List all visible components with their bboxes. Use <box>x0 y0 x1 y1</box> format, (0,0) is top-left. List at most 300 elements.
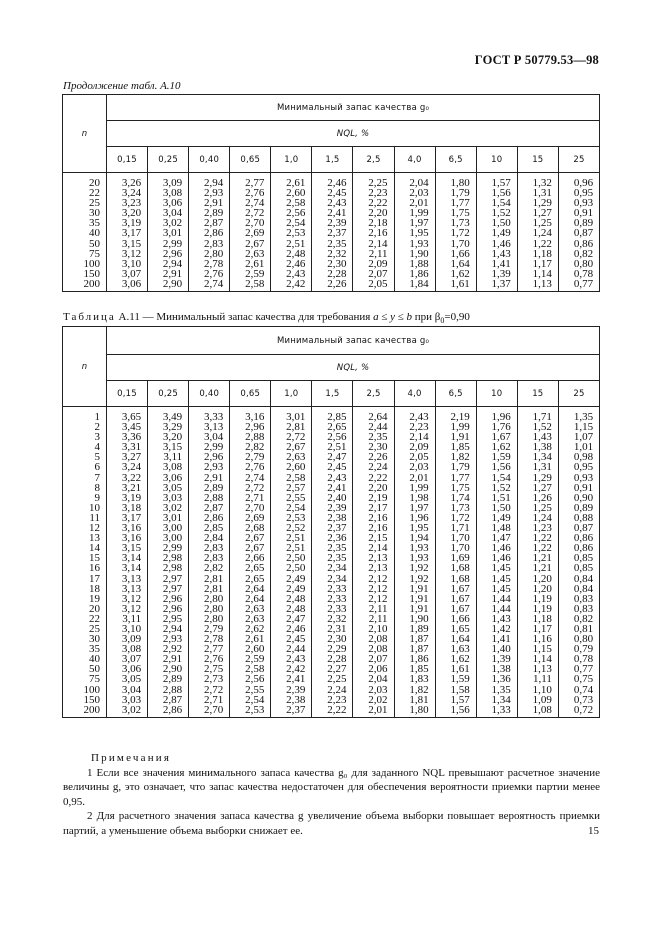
cell-value: 2,72 <box>286 431 306 444</box>
cell-value: 2,13 <box>368 562 388 575</box>
cell-value: 0,89 <box>573 217 594 230</box>
cell-value: 2,83 <box>203 237 224 250</box>
cell-value: 2,39 <box>327 217 347 230</box>
cell-value: 2,78 <box>203 257 224 270</box>
value-column <box>189 407 230 718</box>
cell-value: 0,98 <box>573 451 594 464</box>
cell-value: 1,41 <box>491 633 511 646</box>
cell-value: 2,85 <box>203 522 224 535</box>
cell-value: 3,20 <box>162 431 183 444</box>
value-column <box>394 173 435 292</box>
cell-value: 0,85 <box>573 562 594 575</box>
cell-value: 3,65 <box>121 411 142 423</box>
cell-value: 1,08 <box>532 703 552 716</box>
cell-value: 1,81 <box>409 693 429 706</box>
cell-value: 1,62 <box>450 267 470 280</box>
cell-value: 2,53 <box>286 511 306 524</box>
cell-value: 2,77 <box>203 643 224 656</box>
n-value: 18 <box>89 582 100 595</box>
cell-value: 2,80 <box>203 602 224 615</box>
cell-value: 1,49 <box>491 227 511 240</box>
cell-value: 3,19 <box>121 491 142 504</box>
cell-value: 0,96 <box>573 177 594 189</box>
cell-value: 1,45 <box>491 562 511 575</box>
cell-value: 2,11 <box>368 602 388 615</box>
cell-value: 1,33 <box>491 703 511 716</box>
cell-value: 1,93 <box>409 552 429 565</box>
nql-column-header: 0,65 <box>230 147 271 173</box>
cell-value: 2,70 <box>245 217 265 230</box>
cell-value: 1,56 <box>491 461 511 474</box>
cell-value: 1,46 <box>491 542 511 555</box>
cell-value: 2,35 <box>368 431 388 444</box>
cell-value: 2,87 <box>203 217 224 230</box>
cell-value: 3,05 <box>121 673 142 686</box>
nql-column-header: 0,25 <box>148 381 189 407</box>
cell-value: 2,50 <box>286 562 306 575</box>
cell-value: 2,23 <box>409 421 429 434</box>
cell-value: 1,63 <box>450 643 470 656</box>
cell-value: 2,76 <box>203 653 224 666</box>
cell-value: 1,14 <box>532 653 552 666</box>
n-value: 20 <box>89 177 100 189</box>
cell-value: 2,71 <box>203 693 224 706</box>
cell-value: 2,98 <box>162 552 183 565</box>
cell-value: 1,17 <box>532 622 552 635</box>
cell-value: 1,67 <box>450 602 470 615</box>
cell-value: 2,14 <box>409 431 429 444</box>
cell-value: 3,12 <box>121 592 142 605</box>
cell-value: 3,22 <box>121 471 142 484</box>
cell-value: 2,83 <box>203 552 224 565</box>
cell-value: 2,42 <box>286 277 306 290</box>
cell-value: 1,95 <box>409 522 429 535</box>
cell-value: 2,15 <box>368 532 388 545</box>
cell-value: 2,11 <box>368 247 388 260</box>
nql-column-header: 2,5 <box>353 381 394 407</box>
page-number: 15 <box>588 825 599 837</box>
cell-value: 1,17 <box>532 257 552 270</box>
cell-value: 1,11 <box>533 673 552 686</box>
n-value: 1 <box>94 411 100 423</box>
nql-column-header: 15 <box>517 381 558 407</box>
nql-column-header: 0,15 <box>107 381 148 407</box>
cell-value: 2,96 <box>162 592 183 605</box>
cell-value: 2,22 <box>327 703 347 716</box>
cell-value: 2,96 <box>162 247 183 260</box>
cell-value: 1,88 <box>409 257 429 270</box>
cell-value: 1,69 <box>450 552 470 565</box>
cell-value: 1,75 <box>450 481 470 494</box>
cell-value: 1,90 <box>409 612 429 625</box>
cell-value: 2,26 <box>327 277 347 290</box>
cell-value: 3,01 <box>162 227 183 240</box>
cell-value: 2,02 <box>368 693 388 706</box>
cell-value: 2,10 <box>368 622 388 635</box>
cell-value: 2,76 <box>245 187 265 200</box>
cell-value: 0,77 <box>573 277 594 290</box>
cell-value: 2,45 <box>286 633 306 646</box>
n-value: 5 <box>94 451 100 464</box>
value-column <box>230 173 271 292</box>
cell-value: 1,01 <box>573 441 594 454</box>
cell-value: 2,01 <box>409 471 429 484</box>
cell-value: 2,58 <box>286 471 306 484</box>
cell-value: 3,02 <box>162 217 183 230</box>
cell-value: 2,33 <box>327 582 347 595</box>
cell-value: 2,06 <box>368 663 388 676</box>
cell-value: 1,21 <box>532 552 552 565</box>
cell-value: 0,91 <box>573 207 594 220</box>
cell-value: 3,14 <box>121 562 142 575</box>
cell-value: 2,82 <box>245 441 265 454</box>
cell-value: 2,63 <box>245 612 265 625</box>
cell-value: 1,15 <box>532 643 552 656</box>
cell-value: 3,21 <box>121 481 142 494</box>
cell-value: 1,70 <box>450 237 470 250</box>
cell-value: 1,34 <box>532 451 552 464</box>
cell-value: 0,75 <box>573 673 594 686</box>
cell-value: 2,48 <box>286 602 306 615</box>
n-value: 9 <box>94 491 100 504</box>
value-column <box>148 407 189 718</box>
cell-value: 2,87 <box>203 501 224 514</box>
cell-value: 2,79 <box>203 622 224 635</box>
cell-value: 3,04 <box>203 431 224 444</box>
cell-value: 2,32 <box>327 247 347 260</box>
cell-value: 1,61 <box>450 663 470 676</box>
cell-value: 2,87 <box>162 693 183 706</box>
value-column <box>435 407 476 718</box>
cell-value: 2,78 <box>203 633 224 646</box>
cell-value: 1,87 <box>409 643 429 656</box>
cell-value: 2,54 <box>286 217 306 230</box>
cell-value: 3,16 <box>121 532 142 545</box>
nql-column-header: 10 <box>476 147 517 173</box>
cell-value: 1,19 <box>532 602 552 615</box>
cell-value: 0,80 <box>573 633 594 646</box>
cell-value: 0,88 <box>573 511 594 524</box>
cell-value: 1,62 <box>450 653 470 666</box>
cell-value: 2,58 <box>286 197 306 210</box>
cell-value: 1,56 <box>450 703 470 716</box>
cell-value: 2,75 <box>203 663 224 676</box>
cell-value: 3,05 <box>162 481 183 494</box>
nql-column-header: 10 <box>476 381 517 407</box>
cell-value: 1,25 <box>532 501 552 514</box>
cell-value: 3,03 <box>162 491 183 504</box>
cell-value: 1,39 <box>491 653 511 666</box>
cell-value: 2,65 <box>245 572 265 585</box>
value-column <box>107 407 148 718</box>
cell-value: 1,24 <box>532 227 552 240</box>
cell-value: 1,73 <box>450 501 470 514</box>
cell-value: 1,70 <box>450 532 470 545</box>
cell-value: 2,63 <box>286 451 306 464</box>
value-column <box>558 173 599 292</box>
n-value: 30 <box>89 633 100 646</box>
cell-value: 3,09 <box>162 177 183 189</box>
cell-value: 2,16 <box>368 511 388 524</box>
cell-value: 0,93 <box>573 197 594 210</box>
cell-value: 1,58 <box>450 683 470 696</box>
cell-value: 1,75 <box>450 207 470 220</box>
n-value: 8 <box>94 481 100 494</box>
cell-value: 2,44 <box>286 643 306 656</box>
cell-value: 1,14 <box>532 267 552 280</box>
cell-value: 1,59 <box>450 673 470 686</box>
cell-value: 1,52 <box>491 207 511 220</box>
cell-value: 2,81 <box>203 582 224 595</box>
n-value: 17 <box>89 572 100 585</box>
caption-condition: a ≤ y ≤ b <box>373 311 413 323</box>
cell-value: 1,50 <box>491 217 511 230</box>
cell-value: 1,41 <box>491 257 511 270</box>
cell-value: 1,87 <box>409 633 429 646</box>
cell-value: 2,48 <box>286 247 306 260</box>
cell-value: 1,09 <box>532 693 552 706</box>
cell-value: 3,06 <box>121 663 142 676</box>
cell-value: 1,94 <box>409 532 429 545</box>
cell-value: 1,13 <box>532 277 552 290</box>
cell-value: 0,83 <box>573 592 594 605</box>
cell-value: 2,45 <box>327 461 347 474</box>
nql-column-header: 0,15 <box>107 147 148 173</box>
cell-value: 2,26 <box>368 451 388 464</box>
cell-value: 0,82 <box>573 247 594 260</box>
n-value: 25 <box>89 197 100 210</box>
cell-value: 1,91 <box>450 431 470 444</box>
caption-subscript: 0 <box>440 316 445 326</box>
header-min-quality: Минимальный запас качества g₀ <box>107 327 600 355</box>
cell-value: 2,89 <box>162 673 183 686</box>
cell-value: 2,49 <box>286 582 306 595</box>
cell-value: 1,97 <box>409 501 429 514</box>
cell-value: 2,69 <box>245 511 265 524</box>
cell-value: 2,43 <box>286 653 306 666</box>
cell-value: 2,14 <box>368 237 388 250</box>
n-value: 19 <box>89 592 100 605</box>
cell-value: 2,82 <box>203 562 224 575</box>
cell-value: 0,87 <box>573 522 594 535</box>
cell-value: 2,23 <box>327 693 347 706</box>
cell-value: 2,08 <box>368 633 388 646</box>
cell-value: 2,45 <box>327 187 347 200</box>
cell-value: 2,88 <box>162 683 183 696</box>
cell-value: 2,76 <box>203 267 224 280</box>
cell-value: 2,72 <box>245 207 265 220</box>
cell-value: 2,33 <box>327 592 347 605</box>
cell-value: 1,66 <box>450 612 470 625</box>
table-a10 <box>62 94 600 292</box>
cell-value: 3,04 <box>121 683 142 696</box>
cell-value: 2,25 <box>368 177 388 189</box>
cell-value: 2,71 <box>245 491 265 504</box>
cell-value: 1,61 <box>450 277 470 290</box>
header-min-quality: Минимальный запас качества g₀ <box>107 95 600 121</box>
cell-value: 2,76 <box>245 461 265 474</box>
cell-value: 3,07 <box>121 653 142 666</box>
header-nql: NQL, % <box>107 355 600 381</box>
cell-value: 1,26 <box>532 491 552 504</box>
cell-value: 2,11 <box>368 612 388 625</box>
cell-value: 1,48 <box>491 522 511 535</box>
cell-value: 1,68 <box>450 572 470 585</box>
cell-value: 0,84 <box>573 572 594 585</box>
cell-value: 1,68 <box>450 562 470 575</box>
n-value: 12 <box>89 522 100 535</box>
cell-value: 1,80 <box>450 177 470 189</box>
cell-value: 2,84 <box>203 532 224 545</box>
cell-value: 1,67 <box>450 592 470 605</box>
cell-value: 2,72 <box>245 481 265 494</box>
cell-value: 2,93 <box>162 633 183 646</box>
cell-value: 1,22 <box>532 542 552 555</box>
cell-value: 1,27 <box>532 207 552 220</box>
cell-value: 2,47 <box>286 612 306 625</box>
n-value: 30 <box>89 207 100 220</box>
n-value: 150 <box>83 267 100 280</box>
cell-value: 2,17 <box>368 501 388 514</box>
value-column <box>312 407 353 718</box>
cell-value: 2,27 <box>327 663 347 676</box>
cell-value: 3,20 <box>121 207 142 220</box>
cell-value: 2,61 <box>245 633 265 646</box>
cell-value: 2,46 <box>286 257 306 270</box>
cell-value: 2,23 <box>368 187 388 200</box>
cell-value: 1,31 <box>532 461 552 474</box>
cell-value: 2,46 <box>286 622 306 635</box>
cell-value: 2,32 <box>327 612 347 625</box>
cell-value: 2,41 <box>327 207 347 220</box>
cell-value: 1,37 <box>491 277 511 290</box>
nql-column-header: 1,0 <box>271 381 312 407</box>
cell-value: 0,79 <box>573 643 594 656</box>
cell-value: 2,77 <box>245 177 265 189</box>
cell-value: 0,93 <box>573 471 594 484</box>
cell-value: 1,29 <box>532 197 552 210</box>
cell-value: 2,56 <box>327 431 347 444</box>
cell-value: 2,86 <box>203 227 224 240</box>
cell-value: 1,98 <box>409 491 429 504</box>
cell-value: 2,80 <box>203 612 224 625</box>
cell-value: 2,96 <box>203 451 224 464</box>
cell-value: 2,89 <box>203 207 224 220</box>
cell-value: 0,95 <box>573 461 594 474</box>
cell-value: 1,18 <box>532 612 552 625</box>
cell-value: 2,93 <box>203 461 224 474</box>
cell-value: 3,09 <box>121 633 142 646</box>
value-column <box>189 173 230 292</box>
cell-value: 1,20 <box>532 572 552 585</box>
cell-value: 2,74 <box>203 277 224 290</box>
cell-value: 2,03 <box>409 187 429 200</box>
cell-value: 2,38 <box>327 511 347 524</box>
cell-value: 2,43 <box>286 267 306 280</box>
cell-value: 2,49 <box>286 572 306 585</box>
cell-value: 2,65 <box>327 421 347 434</box>
cell-value: 2,54 <box>245 693 265 706</box>
cell-value: 2,98 <box>162 562 183 575</box>
cell-value: 1,22 <box>532 237 552 250</box>
cell-value: 2,20 <box>368 481 388 494</box>
cell-value: 1,18 <box>532 247 552 260</box>
value-column <box>353 173 394 292</box>
cell-value: 1,19 <box>532 592 552 605</box>
cell-value: 2,80 <box>203 247 224 260</box>
cell-value: 1,49 <box>491 511 511 524</box>
cell-value: 2,16 <box>368 522 388 535</box>
nql-column-header: 1,5 <box>312 381 353 407</box>
cell-value: 1,21 <box>532 562 552 575</box>
cell-value: 2,60 <box>245 643 265 656</box>
cell-value: 1,16 <box>532 633 552 646</box>
table-label: Таблица <box>63 311 116 323</box>
cell-value: 3,15 <box>162 441 183 454</box>
header-nql: NQL, % <box>107 121 600 147</box>
cell-value: 2,12 <box>368 572 388 585</box>
cell-value: 1,80 <box>409 703 429 716</box>
cell-value: 3,12 <box>121 602 142 615</box>
n-value: 13 <box>89 532 100 545</box>
cell-value: 1,77 <box>450 197 470 210</box>
cell-value: 2,81 <box>286 421 306 434</box>
cell-value: 2,07 <box>368 653 388 666</box>
cell-value: 2,51 <box>286 532 306 545</box>
cell-value: 2,99 <box>203 441 224 454</box>
cell-value: 0,74 <box>573 683 594 696</box>
cell-value: 2,38 <box>286 693 306 706</box>
cell-value: 2,60 <box>286 461 306 474</box>
cell-value: 3,12 <box>121 247 142 260</box>
cell-value: 2,35 <box>327 542 347 555</box>
cell-value: 1,34 <box>491 693 511 706</box>
table-a11 <box>62 326 600 718</box>
cell-value: 2,91 <box>203 471 224 484</box>
cell-value: 2,39 <box>286 683 306 696</box>
cell-value: 3,33 <box>203 411 224 423</box>
cell-value: 2,39 <box>327 501 347 514</box>
cell-value: 2,96 <box>162 602 183 615</box>
cell-value: 2,74 <box>245 471 265 484</box>
cell-value: 2,51 <box>327 441 347 454</box>
cell-value: 1,92 <box>409 562 429 575</box>
cell-value: 2,43 <box>327 471 347 484</box>
value-column <box>517 173 558 292</box>
cell-value: 2,67 <box>245 532 265 545</box>
notes-title: Примечания <box>91 752 172 764</box>
cell-value: 2,60 <box>286 187 306 200</box>
cell-value: 3,01 <box>162 511 183 524</box>
cell-value: 1,40 <box>491 643 511 656</box>
cell-value: 3,14 <box>121 552 142 565</box>
cell-value: 3,06 <box>121 277 142 290</box>
cell-value: 0,81 <box>573 622 594 635</box>
cell-value: 2,08 <box>368 643 388 656</box>
n-value: 22 <box>89 187 100 200</box>
cell-value: 1,13 <box>532 663 552 676</box>
column-header-n: n <box>63 95 107 173</box>
n-value: 14 <box>89 542 100 555</box>
cell-value: 2,50 <box>286 552 306 565</box>
value-column <box>230 407 271 718</box>
cell-value: 3,02 <box>162 501 183 514</box>
cell-value: 1,99 <box>409 207 429 220</box>
cell-value: 2,47 <box>327 451 347 464</box>
cell-value: 2,70 <box>203 703 224 716</box>
cell-value: 1,10 <box>532 683 552 696</box>
cell-value: 1,79 <box>450 461 470 474</box>
